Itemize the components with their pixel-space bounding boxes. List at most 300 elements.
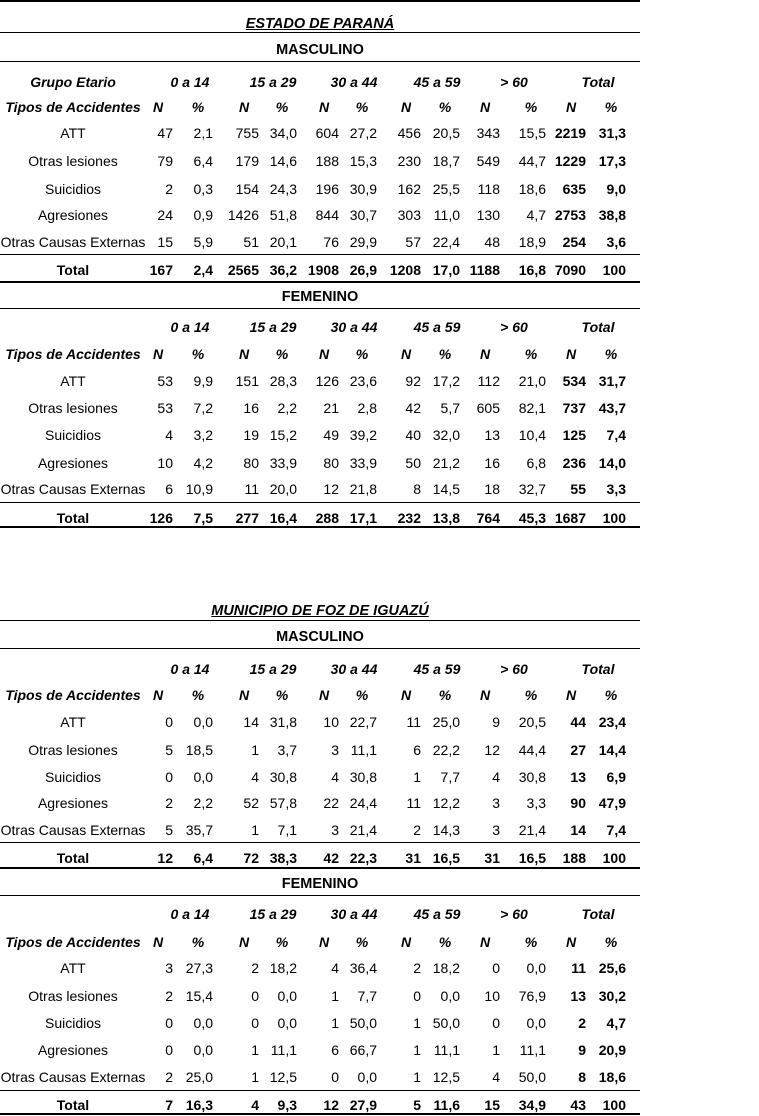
table-cell: 80 [323, 455, 339, 471]
table-cell: 7,7 [357, 988, 377, 1004]
gender-heading: FEMENINO [281, 289, 359, 305]
column-header: N [238, 346, 250, 362]
table-rule [0, 895, 640, 896]
table-cell: 13 [570, 769, 586, 785]
age-group-header: 30 a 44 [330, 74, 378, 90]
table-rule [0, 254, 640, 255]
table-cell: 31,8 [269, 714, 297, 730]
column-header: % [438, 934, 452, 950]
column-header: N [565, 99, 577, 115]
age-group-header: > 60 [500, 74, 528, 90]
column-header: N [479, 99, 491, 115]
column-header: N [152, 687, 164, 703]
table-cell: 2 [251, 960, 259, 976]
total-cell: 13,8 [432, 510, 460, 526]
table-cell: 456 [397, 125, 421, 141]
table-cell: 2,2 [193, 795, 213, 811]
table-cell: 2,2 [277, 400, 297, 416]
table-cell: 2 [165, 795, 173, 811]
table-cell: 18,9 [518, 234, 546, 250]
accident-type-label: Otras lesiones [28, 988, 118, 1004]
column-header: % [355, 934, 369, 950]
column-header: % [191, 687, 205, 703]
total-cell: 27,9 [349, 1097, 377, 1113]
table-cell: 7,1 [277, 822, 297, 838]
table-cell: 0 [492, 1015, 500, 1031]
table-cell: 12,5 [269, 1069, 297, 1085]
table-cell: 35,7 [185, 822, 213, 838]
table-cell: 40 [405, 427, 421, 443]
total-cell: 167 [149, 262, 173, 278]
table-cell: 1 [413, 1015, 421, 1031]
table-cell: 844 [315, 207, 339, 223]
table-cell: 22,7 [349, 714, 377, 730]
table-cell: 22,2 [432, 742, 460, 758]
table-cell: 737 [562, 400, 586, 416]
table-rule [0, 1090, 640, 1091]
accident-type-label: Agresiones [37, 1042, 109, 1058]
table-cell: 21,2 [432, 455, 460, 471]
types-label: Tipos de Accidentes [5, 346, 141, 362]
table-cell: 18,7 [432, 153, 460, 169]
table-cell: 17,3 [598, 153, 626, 169]
column-header-row [0, 343, 640, 365]
table-cell: 27,2 [349, 125, 377, 141]
table-cell: 3,6 [606, 234, 626, 250]
accident-type-label: Agresiones [37, 207, 109, 223]
table-cell: 6 [165, 481, 173, 497]
column-header: N [318, 934, 330, 950]
table-cell: 14,6 [269, 153, 297, 169]
table-cell: 6,4 [193, 153, 213, 169]
column-header: % [438, 346, 452, 362]
table-cell: 21,8 [349, 481, 377, 497]
age-group-header: 0 a 14 [170, 74, 210, 90]
table-cell: 11,1 [350, 742, 377, 758]
age-group-header: 0 a 14 [170, 661, 210, 677]
total-cell: 38,3 [269, 850, 297, 866]
table-cell: 53 [157, 373, 173, 389]
table-cell: 25,6 [598, 960, 626, 976]
accident-type-label: Otras lesiones [28, 153, 118, 169]
table-cell: 3 [492, 822, 500, 838]
table-cell: 49 [323, 427, 339, 443]
table-cell: 0 [165, 1015, 173, 1031]
age-group-header: 45 a 59 [413, 319, 461, 335]
table-cell: 4 [331, 769, 339, 785]
column-header: N [400, 934, 412, 950]
age-group-header: 30 a 44 [330, 319, 378, 335]
total-row [0, 847, 640, 869]
total-row [0, 259, 640, 281]
accident-type-label: Agresiones [37, 795, 109, 811]
column-header: % [524, 687, 538, 703]
table-cell: 151 [235, 373, 259, 389]
column-header: N [400, 687, 412, 703]
column-header: N [238, 934, 250, 950]
table-cell: 1 [413, 1069, 421, 1085]
gender-heading: MASCULINO [276, 42, 364, 58]
column-header: N [479, 346, 491, 362]
column-header: N [400, 99, 412, 115]
table-cell: 25,0 [185, 1069, 213, 1085]
table-cell: 162 [397, 181, 421, 197]
age-group-header: 45 a 59 [413, 74, 461, 90]
table-cell: 38,8 [598, 207, 626, 223]
table-cell: 534 [562, 373, 586, 389]
table-row [0, 452, 640, 474]
total-cell: 16,3 [185, 1097, 213, 1113]
table-cell: 13 [484, 427, 500, 443]
accident-type-label: Suicidios [44, 769, 102, 785]
table-cell: 0 [492, 960, 500, 976]
table-cell: 10 [484, 988, 500, 1004]
table-cell: 9,9 [193, 373, 213, 389]
table-cell: 39,2 [349, 427, 377, 443]
table-cell: 196 [315, 181, 339, 197]
age-group-header: 15 a 29 [249, 74, 297, 90]
table-cell: 27,3 [185, 960, 213, 976]
table-cell: 343 [476, 125, 500, 141]
table-cell: 0,0 [193, 769, 213, 785]
total-cell: 17,0 [432, 262, 460, 278]
column-header: N [238, 687, 250, 703]
table-cell: 22,4 [432, 234, 460, 250]
table-cell: 0,0 [193, 714, 213, 730]
table-cell: 79 [157, 153, 173, 169]
table-row [0, 397, 640, 419]
table-cell: 32,0 [432, 427, 460, 443]
age-group-header-row [0, 71, 640, 93]
table-cell: 18,6 [598, 1069, 626, 1085]
table-cell: 5,7 [440, 400, 460, 416]
table-cell: 31,3 [598, 125, 626, 141]
table-cell: 10,4 [518, 427, 546, 443]
total-cell: 26,9 [349, 262, 377, 278]
table-rule [0, 502, 640, 503]
total-cell: 42 [323, 850, 339, 866]
column-header: % [191, 934, 205, 950]
total-cell: 22,3 [349, 850, 377, 866]
table-cell: 14,3 [432, 822, 460, 838]
column-header: % [355, 99, 369, 115]
table-rule [0, 648, 640, 649]
table-cell: 52 [243, 795, 259, 811]
column-header: % [604, 346, 618, 362]
total-cell: 31 [484, 850, 500, 866]
age-group-header: > 60 [500, 319, 528, 335]
table-cell: 0,0 [193, 1015, 213, 1031]
table-cell: 2,1 [193, 125, 213, 141]
table-cell: 4,7 [606, 1015, 626, 1031]
table-cell: 20,1 [269, 234, 297, 250]
table-cell: 36,4 [349, 960, 377, 976]
column-header: N [479, 934, 491, 950]
table-cell: 22 [323, 795, 339, 811]
table-row [0, 204, 640, 226]
total-cell: 17,1 [349, 510, 377, 526]
age-group-header: 30 a 44 [330, 906, 378, 922]
accident-type-label: Suicidios [44, 181, 102, 197]
table-cell: 57 [405, 234, 421, 250]
gender-heading: FEMENINO [281, 876, 359, 892]
age-group-header: Total [581, 661, 615, 677]
total-cell: 126 [149, 510, 173, 526]
total-cell: 7090 [554, 262, 586, 278]
table-cell: 76 [323, 234, 339, 250]
table-cell: 28,3 [269, 373, 297, 389]
column-header-row [0, 684, 640, 706]
table-cell: 18,2 [269, 960, 297, 976]
total-cell: 43 [570, 1097, 586, 1113]
table-cell: 21,4 [518, 822, 546, 838]
table-cell: 1 [413, 1042, 421, 1058]
table-cell: 92 [405, 373, 421, 389]
column-header: % [524, 99, 538, 115]
table-cell: 20,5 [518, 714, 546, 730]
total-cell: 12 [323, 1097, 339, 1113]
column-header: N [152, 934, 164, 950]
table-cell: 14,0 [598, 455, 626, 471]
table-cell: 11,1 [519, 1042, 546, 1058]
table-cell: 18,5 [185, 742, 213, 758]
table-cell: 1 [251, 822, 259, 838]
table-cell: 5 [165, 822, 173, 838]
table-cell: 57,8 [269, 795, 297, 811]
column-header: % [438, 99, 452, 115]
table-cell: 4,2 [193, 455, 213, 471]
table-cell: 11,1 [433, 1042, 460, 1058]
table-cell: 2 [165, 988, 173, 1004]
total-cell: 7 [165, 1097, 173, 1113]
table-cell: 1229 [554, 153, 586, 169]
table-cell: 33,9 [269, 455, 297, 471]
total-cell: 34,9 [518, 1097, 546, 1113]
table-cell: 20,0 [269, 481, 297, 497]
table-rule [0, 32, 640, 33]
table-cell: 32,7 [518, 481, 546, 497]
table-cell: 0 [251, 988, 259, 1004]
table-cell: 11 [406, 795, 421, 811]
total-cell: 16,8 [518, 262, 546, 278]
table-row [0, 424, 640, 446]
table-cell: 4 [331, 960, 339, 976]
column-header: N [152, 99, 164, 115]
table-cell: 303 [397, 207, 421, 223]
column-header-row [0, 96, 640, 118]
table-cell: 50,0 [349, 1015, 377, 1031]
age-group-header-row [0, 903, 640, 925]
table-cell: 3,3 [606, 481, 626, 497]
table-cell: 1 [251, 1042, 259, 1058]
table-cell: 29,9 [349, 234, 377, 250]
table-cell: 0 [165, 1042, 173, 1058]
table-cell: 11,1 [270, 1042, 297, 1058]
table-cell: 6,8 [526, 455, 546, 471]
total-cell: 277 [235, 510, 259, 526]
table-cell: 3,2 [193, 427, 213, 443]
table-row [0, 985, 640, 1007]
table-cell: 24,4 [349, 795, 377, 811]
table-cell: 10,9 [185, 481, 213, 497]
table-cell: 44,4 [518, 742, 546, 758]
table-cell: 9,0 [606, 181, 626, 197]
total-cell: 2,4 [193, 262, 213, 278]
table-rule [0, 620, 640, 621]
column-header: N [318, 687, 330, 703]
table-cell: 604 [315, 125, 339, 141]
table-cell: 1 [331, 1015, 339, 1031]
table-cell: 236 [562, 455, 586, 471]
group-label: Grupo Etario [30, 74, 116, 90]
total-cell: 232 [397, 510, 421, 526]
table-cell: 3 [492, 795, 500, 811]
table-cell: 55 [570, 481, 586, 497]
table-cell: 18 [484, 481, 500, 497]
total-cell: 16,4 [269, 510, 297, 526]
total-cell: 9,3 [277, 1097, 297, 1113]
table-rule [0, 281, 640, 283]
table-cell: 27 [570, 742, 586, 758]
table-cell: 2 [165, 1069, 173, 1085]
table-cell: 21,0 [518, 373, 546, 389]
table-cell: 14,5 [432, 481, 460, 497]
column-header: N [238, 99, 250, 115]
total-cell: 288 [315, 510, 339, 526]
table-cell: 4 [165, 427, 173, 443]
table-cell: 11 [244, 481, 259, 497]
table-row [0, 739, 640, 761]
types-label: Tipos de Accidentes [5, 687, 141, 703]
table-row [0, 1066, 640, 1088]
age-group-header: 0 a 14 [170, 906, 210, 922]
age-group-header: 45 a 59 [413, 906, 461, 922]
table-cell: 3 [165, 960, 173, 976]
table-row [0, 150, 640, 172]
total-label: Total [56, 1097, 90, 1113]
table-cell: 10 [323, 714, 339, 730]
table-cell: 3,3 [526, 795, 546, 811]
table-cell: 25,0 [432, 714, 460, 730]
table-cell: 16 [484, 455, 500, 471]
table-rule [0, 842, 640, 843]
accident-type-label: Suicidios [44, 427, 102, 443]
table-cell: 130 [476, 207, 500, 223]
total-cell: 1208 [389, 262, 421, 278]
table-cell: 33,9 [349, 455, 377, 471]
table-cell: 0,0 [357, 1069, 377, 1085]
table-cell: 3,7 [277, 742, 297, 758]
table-cell: 8 [578, 1069, 586, 1085]
table-cell: 254 [562, 234, 586, 250]
total-label: Total [56, 850, 90, 866]
accident-type-label: Otras Causas Externas [0, 481, 146, 497]
table-cell: 5 [165, 742, 173, 758]
table-cell: 6 [331, 1042, 339, 1058]
table-cell: 0,3 [193, 181, 213, 197]
table-cell: 90 [570, 795, 586, 811]
table-cell: 8 [413, 481, 421, 497]
table-cell: 2 [165, 181, 173, 197]
age-group-header: > 60 [500, 906, 528, 922]
accident-type-label: Otras lesiones [28, 742, 118, 758]
table-cell: 47 [157, 125, 173, 141]
table-cell: 0,0 [277, 1015, 297, 1031]
table-row [0, 478, 640, 500]
types-label: Tipos de Accidentes [5, 934, 141, 950]
table-cell: 20,9 [598, 1042, 626, 1058]
table-cell: 76,9 [518, 988, 546, 1004]
table-cell: 2 [413, 960, 421, 976]
table-cell: 12 [484, 742, 500, 758]
table-rule [0, 526, 640, 528]
age-group-header: Total [581, 74, 615, 90]
table-cell: 179 [235, 153, 259, 169]
table-cell: 112 [477, 373, 500, 389]
total-cell: 1908 [307, 262, 339, 278]
total-cell: 12 [157, 850, 173, 866]
total-cell: 2565 [227, 262, 259, 278]
table-cell: 0 [165, 714, 173, 730]
table-cell: 15,5 [518, 125, 546, 141]
table-cell: 50,0 [518, 1069, 546, 1085]
age-group-header: Total [581, 319, 615, 335]
table-cell: 25,5 [432, 181, 460, 197]
types-label: Tipos de Accidentes [5, 99, 141, 115]
total-cell: 15 [484, 1097, 500, 1113]
table-cell: 2 [578, 1015, 586, 1031]
table-cell: 6,9 [606, 769, 626, 785]
table-cell: 4 [492, 1069, 500, 1085]
table-cell: 23,6 [349, 373, 377, 389]
table-cell: 24,3 [269, 181, 297, 197]
table-cell: 0,0 [526, 1015, 546, 1031]
table-cell: 31,7 [598, 373, 626, 389]
table-rule [0, 61, 640, 62]
table-cell: 2 [413, 822, 421, 838]
age-group-header: Total [581, 906, 615, 922]
table-cell: 20,5 [432, 125, 460, 141]
table-row [0, 766, 640, 788]
accident-type-label: Otras Causas Externas [0, 1069, 146, 1085]
table-cell: 2,8 [357, 400, 377, 416]
table-cell: 1 [492, 1042, 500, 1058]
table-row [0, 231, 640, 253]
column-header: % [604, 687, 618, 703]
table-cell: 7,4 [606, 427, 626, 443]
table-row [0, 711, 640, 733]
accident-type-label: Otras Causas Externas [0, 234, 146, 250]
table-row [0, 122, 640, 144]
table-cell: 12,5 [432, 1069, 460, 1085]
column-header: N [565, 934, 577, 950]
table-cell: 44 [570, 714, 586, 730]
table-cell: 0 [413, 988, 421, 1004]
table-row [0, 957, 640, 979]
table-cell: 635 [562, 181, 586, 197]
table-cell: 53 [157, 400, 173, 416]
section-title: ESTADO DE PARANÁ [245, 16, 395, 32]
table-cell: 2219 [554, 125, 586, 141]
total-cell: 764 [476, 510, 500, 526]
table-cell: 23,4 [598, 714, 626, 730]
column-header: % [355, 346, 369, 362]
age-group-header: > 60 [500, 661, 528, 677]
column-header: % [191, 346, 205, 362]
table-rule [0, 308, 640, 309]
age-group-header: 30 a 44 [330, 661, 378, 677]
column-header: % [524, 346, 538, 362]
